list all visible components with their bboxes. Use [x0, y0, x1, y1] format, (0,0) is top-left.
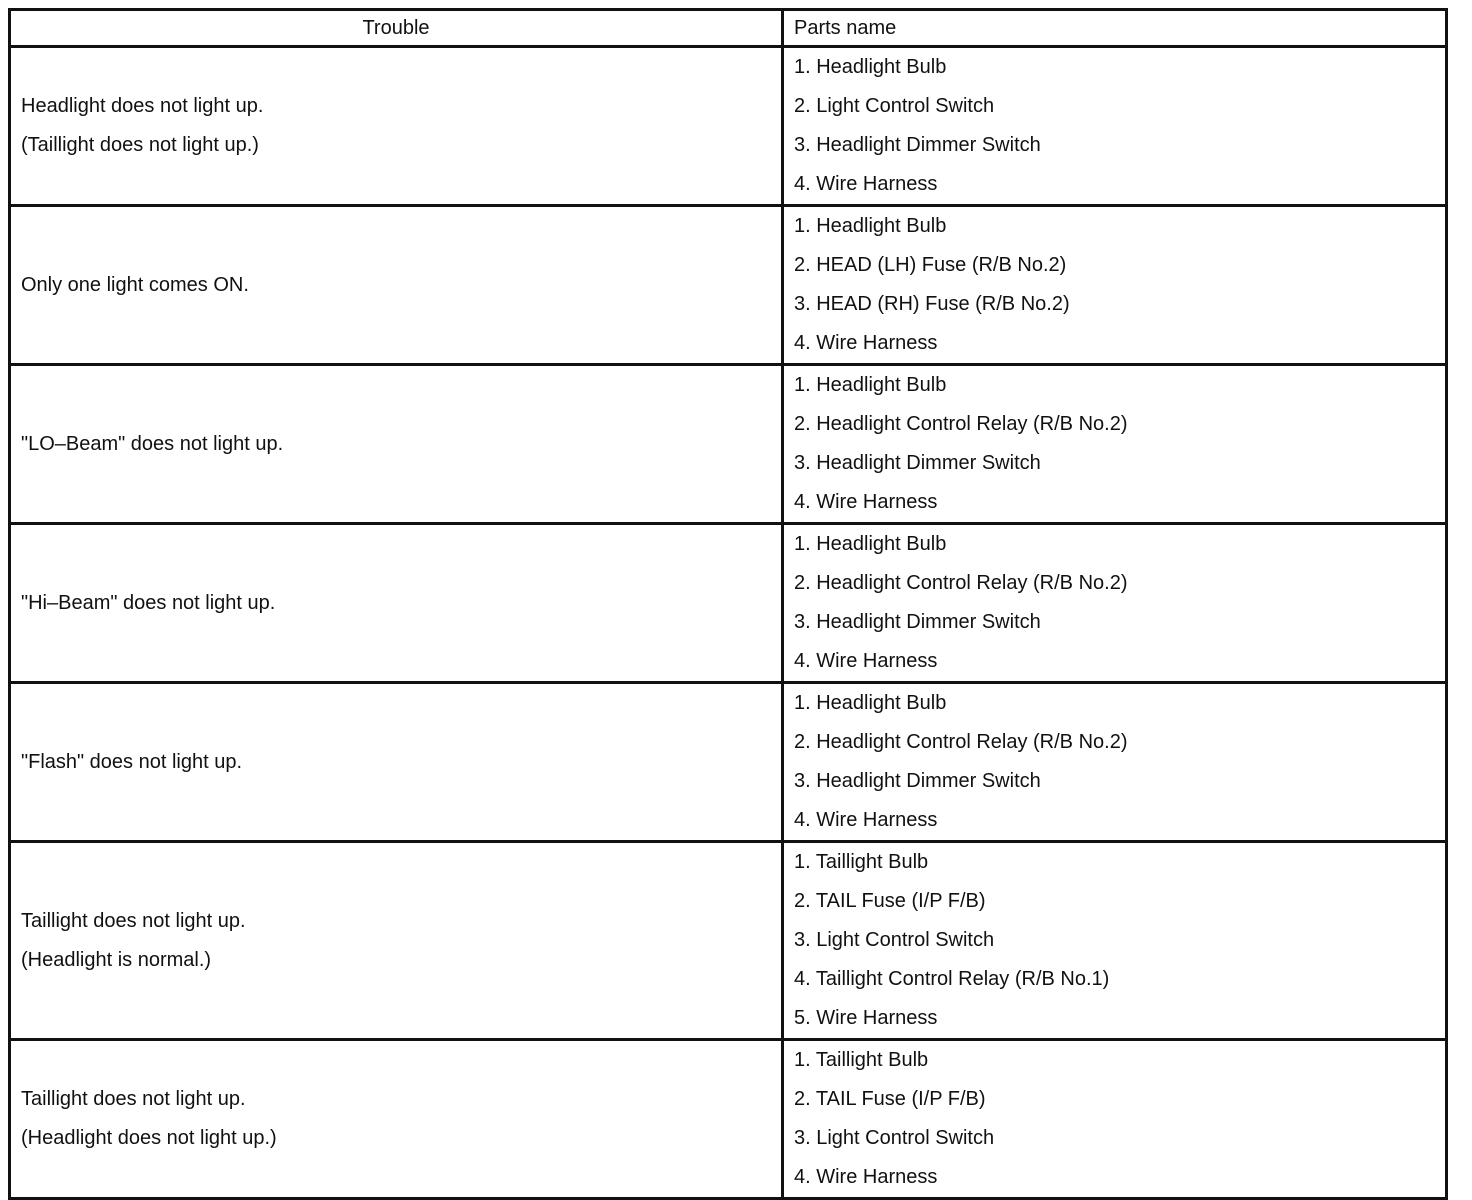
part-item: 1. Taillight Bulb [794, 1049, 929, 1071]
trouble-text: "Flash" does not light up. [21, 750, 242, 773]
trouble-text: Taillight does not light up. [21, 909, 246, 932]
table-header-row [10, 10, 1447, 47]
trouble-cell [10, 47, 783, 206]
part-item: 3. Headlight Dimmer Switch [794, 452, 1041, 474]
trouble-text: "Hi–Beam" does not light up. [21, 591, 276, 614]
trouble-cell [10, 842, 783, 1040]
part-item: 2. Headlight Control Relay (R/B No.2) [794, 413, 1128, 435]
troubleshooting-table-container [8, 8, 1445, 1200]
trouble-cell [10, 206, 783, 365]
trouble-text: Only one light comes ON. [21, 273, 249, 296]
parts-cell [783, 842, 1447, 1040]
trouble-text: Taillight does not light up. [21, 1088, 246, 1110]
part-item: 4. Wire Harness [794, 491, 938, 513]
part-item: 4. Wire Harness [794, 1166, 938, 1188]
part-item: 3. Light Control Switch [794, 929, 995, 951]
part-item: 2. Headlight Control Relay (R/B No.2) [794, 731, 1128, 753]
part-item: 4. Wire Harness [794, 173, 938, 195]
part-item: 3. Headlight Dimmer Switch [794, 611, 1041, 633]
part-item: 4. Wire Harness [794, 650, 938, 672]
trouble-cell [10, 683, 783, 842]
part-item: 3. Headlight Dimmer Switch [794, 134, 1041, 156]
part-item: 1. Headlight Bulb [794, 56, 947, 78]
part-item: 2. TAIL Fuse (I/P F/B) [794, 890, 986, 912]
table-row [10, 206, 1447, 365]
part-item: 2. HEAD (LH) Fuse (R/B No.2) [794, 254, 1067, 276]
table-row [10, 1040, 1447, 1199]
part-item: 4. Taillight Control Relay (R/B No.1) [794, 968, 1110, 990]
trouble-text: (Headlight is normal.) [21, 948, 212, 971]
parts-name-column-header: Parts name [783, 10, 1447, 47]
table-row [10, 842, 1447, 1040]
trouble-cell [10, 365, 783, 524]
part-item: 1. Taillight Bulb [794, 851, 929, 873]
parts-cell [783, 683, 1447, 842]
part-item: 4. Wire Harness [794, 809, 938, 831]
parts-cell [783, 1040, 1447, 1199]
parts-cell [783, 365, 1447, 524]
trouble-text: "LO–Beam" does not light up. [21, 432, 284, 455]
part-item: 1. Headlight Bulb [794, 215, 947, 237]
trouble-text: Headlight does not light up. [21, 95, 264, 117]
part-item: 2. TAIL Fuse (I/P F/B) [794, 1088, 986, 1110]
table-row [10, 47, 1447, 206]
trouble-text: (Headlight does not light up.) [21, 1127, 277, 1149]
table-row [10, 683, 1447, 842]
parts-cell [783, 47, 1447, 206]
part-item: 2. Headlight Control Relay (R/B No.2) [794, 572, 1128, 594]
troubleshooting-table [8, 8, 1448, 1200]
trouble-cell [10, 524, 783, 683]
trouble-column-header: Trouble [10, 10, 783, 47]
part-item: 5. Wire Harness [794, 1007, 938, 1029]
trouble-cell [10, 1040, 783, 1199]
part-item: 1. Headlight Bulb [794, 533, 947, 555]
part-item: 3. HEAD (RH) Fuse (R/B No.2) [794, 293, 1070, 315]
part-item: 1. Headlight Bulb [794, 374, 947, 396]
parts-cell [783, 206, 1447, 365]
table-row [10, 524, 1447, 683]
part-item: 2. Light Control Switch [794, 95, 995, 117]
trouble-text: (Taillight does not light up.) [21, 134, 259, 156]
part-item: 4. Wire Harness [794, 332, 938, 354]
part-item: 3. Light Control Switch [794, 1127, 995, 1149]
parts-cell [783, 524, 1447, 683]
part-item: 1. Headlight Bulb [794, 692, 947, 714]
part-item: 3. Headlight Dimmer Switch [794, 770, 1041, 792]
table-row [10, 365, 1447, 524]
